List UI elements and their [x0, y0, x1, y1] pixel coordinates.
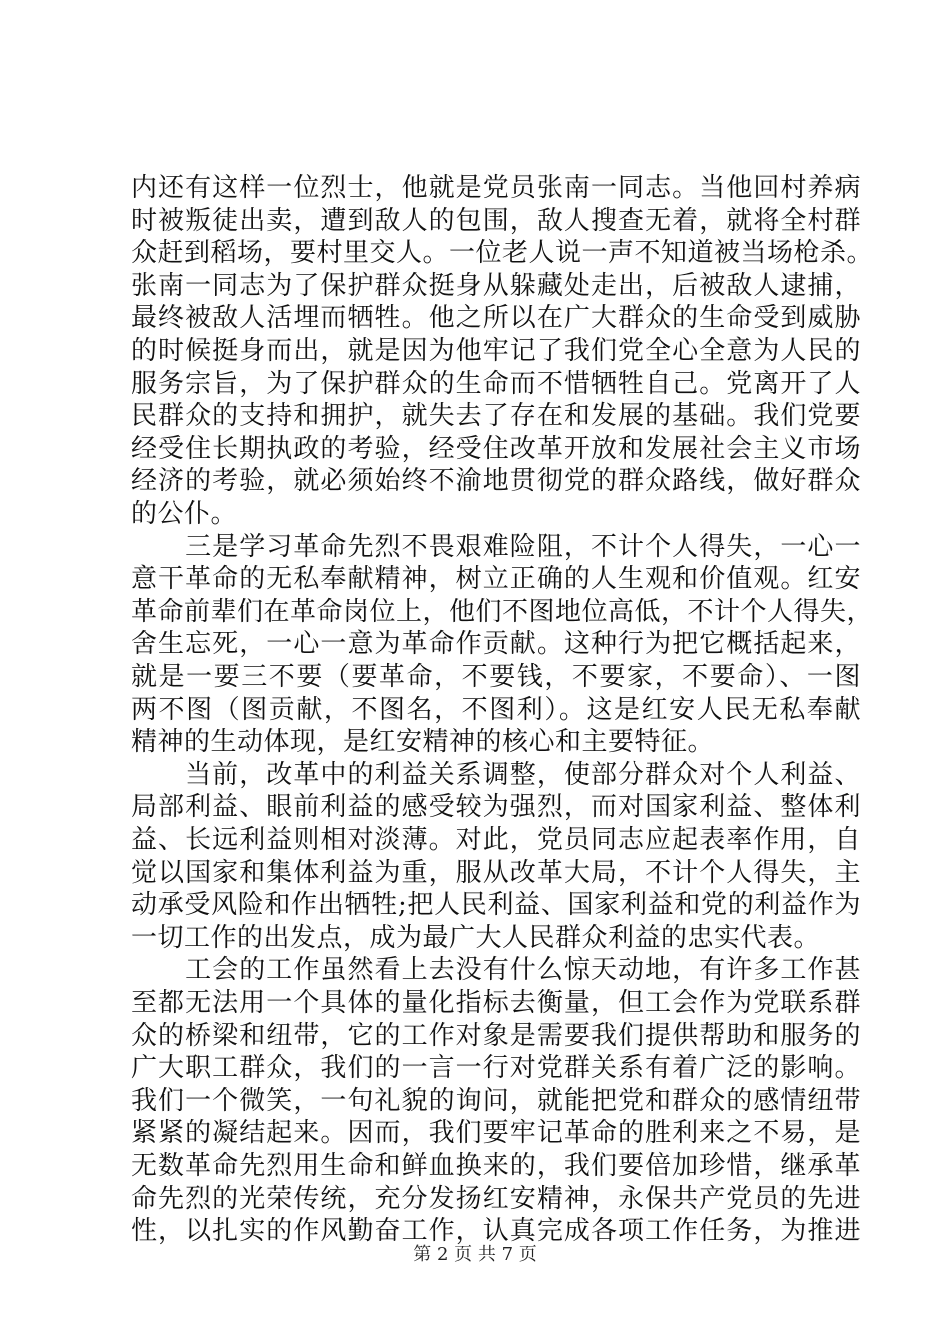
paragraph-line: 广大职工群众，我们的一言一行对党群关系有着广泛的影响。	[131, 1053, 861, 1084]
paragraph-line: 觉以国家和集体利益为重，服从改革大局，不计个人得失，主	[131, 857, 861, 888]
paragraph-line: 革命前辈们在革命岗位上，他们不图地位高低，不计个人得失，	[131, 596, 874, 627]
paragraph-line: 时被叛徒出卖，遭到敌人的包围，敌人搜查无着，就将全村群	[131, 205, 861, 236]
paragraph-line: 紧紧的凝结起来。因而，我们要牢记革命的胜利来之不易，是	[131, 1118, 861, 1149]
paragraph-line: 三是学习革命先烈不畏艰难险阻，不计个人得失，一心一	[131, 531, 861, 562]
paragraph-line: 意干革命的无私奉献精神，树立正确的人生观和价值观。红安	[131, 564, 861, 595]
paragraph-line: 民群众的支持和拥护，就失去了存在和发展的基础。我们党要	[131, 401, 861, 432]
paragraph-line: 经济的考验，就必须始终不渝地贯彻党的群众路线，做好群众	[131, 466, 861, 497]
paragraph-line: 就是一要三不要（要革命，不要钱，不要家，不要命）、一图	[131, 662, 861, 692]
paragraph-line: 我们一个微笑，一句礼貌的询问，就能把党和群众的感情纽带	[131, 1085, 861, 1116]
paragraph-line: 命先烈的光荣传统，充分发扬红安精神，永保共产党员的先进	[131, 1183, 861, 1214]
paragraph-line: 经受住长期执政的考验，经受住改革开放和发展社会主义市场	[131, 433, 861, 464]
paragraph-line: 工会的工作虽然看上去没有什么惊天动地，有许多工作甚	[131, 955, 861, 986]
paragraph-line: 众的桥梁和纽带，它的工作对象是需要我们提供帮助和服务的	[131, 1020, 861, 1051]
paragraph-line: 的时候挺身而出，就是因为他牢记了我们党全心全意为人民的	[131, 336, 861, 366]
paragraph-line: 性，以扎实的作风勤奋工作，认真完成各项工作任务，为推进	[131, 1216, 861, 1247]
paragraph-line: 精神的生动体现，是红安精神的核心和主要特征。	[131, 727, 715, 758]
paragraph-line: 动承受风险和作出牺牲;把人民利益、国家利益和党的利益作为	[131, 890, 861, 921]
paragraph-line: 当前，改革中的利益关系调整，使部分群众对个人利益、	[131, 759, 861, 790]
paragraph-line: 的公仆。	[131, 499, 238, 529]
paragraph-line: 一切工作的出发点，成为最广大人民群众利益的忠实代表。	[131, 922, 821, 953]
paragraph-line: 服务宗旨，为了保护群众的生命而不惜牺牲自己。党离开了人	[131, 368, 861, 399]
paragraph-line: 两不图（图贡献，不图名，不图利）。这是红安人民无私奉献	[131, 694, 861, 725]
paragraph-line: 至都无法用一个具体的量化指标去衡量，但工会作为党联系群	[131, 988, 861, 1018]
paragraph-line: 益、长远利益则相对淡薄。对此，党员同志应起表率作用，自	[131, 825, 861, 855]
paragraph-line: 无数革命先烈用生命和鲜血换来的，我们要倍加珍惜，继承革	[131, 1151, 861, 1181]
paragraph-line: 众赶到稻场，要村里交人。一位老人说一声不知道被当场枪杀。	[131, 238, 874, 269]
page-number-footer: 第 2 页 共 7 页	[413, 1244, 537, 1265]
paragraph-line: 局部利益、眼前利益的感受较为强烈，而对国家利益、整体利	[131, 792, 861, 823]
paragraph-line: 内还有这样一位烈士，他就是党员张南一同志。当他回村养病	[131, 173, 861, 203]
paragraph-line: 舍生忘死，一心一意为革命作贡献。这种行为把它概括起来，	[131, 629, 861, 660]
paragraph-line: 张南一同志为了保护群众挺身从躲藏处走出，后被敌人逮捕，	[131, 270, 861, 301]
paragraph-line: 最终被敌人活埋而牺牲。他之所以在广大群众的生命受到威胁	[131, 303, 861, 334]
